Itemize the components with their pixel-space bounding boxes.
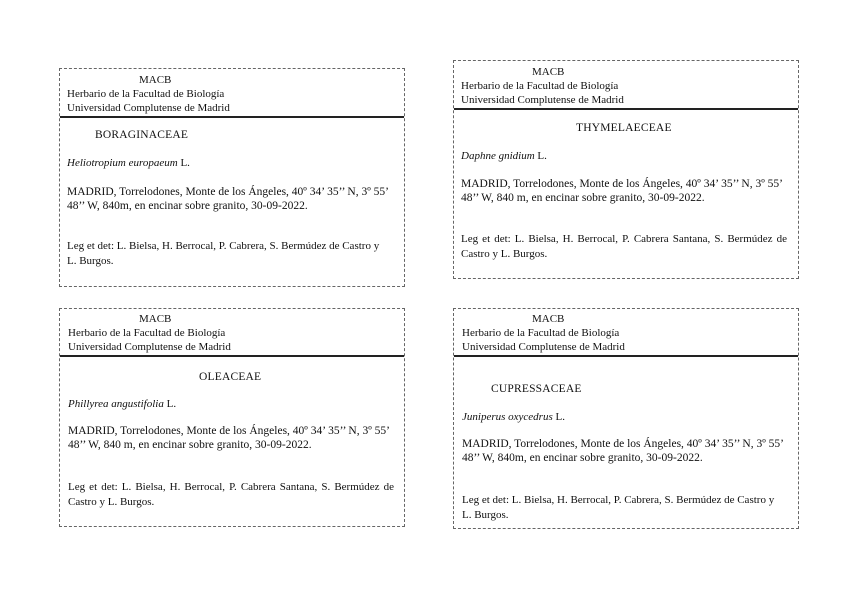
faculty-name: Herbario de la Facultad de Biología [67, 88, 225, 100]
species-author: L. [166, 398, 177, 410]
faculty-name: Herbario de la Facultad de Biología [461, 80, 619, 92]
faculty-name: Herbario de la Facultad de Biología [462, 327, 620, 339]
family-name: BORAGINACEAE [95, 129, 189, 141]
family-name: THYMELAECEAE [576, 122, 672, 134]
herbarium-code: MACB [139, 74, 172, 86]
species-binomial: Heliotropium europaeum [67, 157, 178, 169]
species-author: L. [180, 157, 190, 169]
faculty-name: Herbario de la Facultad de Biología [68, 327, 226, 339]
label-header [60, 69, 404, 118]
collectors: Leg et det: L. Bielsa, H. Berrocal, P. Cabrera, S. Bermúdez de Castro y L. Burgos. [462, 494, 775, 521]
locality: MADRID, Torrelodones, Monte de los Ángeles, 40º 34’ 35’’ N, 3º 55’ 48’’ W, 840 m, en encinar sobre granito, 30-09-2022. [68, 425, 390, 451]
family-name: CUPRESSACEAE [491, 383, 582, 395]
herbarium-code: MACB [532, 313, 565, 325]
herbarium-label-oleaceae [59, 308, 405, 527]
species-author: L. [555, 411, 565, 423]
locality: MADRID, Torrelodones, Monte de los Ángeles, 40º 34’ 35’’ N, 3º 55’ 48’’ W, 840m, en encinar sobre granito, 30-09-2022. [67, 186, 389, 212]
collectors: Leg et det: L. Bielsa, H. Berrocal, P. Cabrera Santana, S. Bermúdez de Castro y L. Burgos. [68, 481, 394, 508]
herbarium-label-boraginaceae [59, 68, 405, 287]
locality: MADRID, Torrelodones, Monte de los Ángeles, 40º 34’ 35’’ N, 3º 55’ 48’’ W, 840 m, en encinar sobre granito, 30-09-2022. [461, 178, 783, 204]
herbarium-label-cupressaceae [453, 308, 799, 529]
species-binomial: Juniperus oxycedrus [462, 411, 553, 423]
university-name: Universidad Complutense de Madrid [462, 341, 625, 353]
university-name: Universidad Complutense de Madrid [461, 94, 624, 106]
species-name [68, 398, 176, 411]
collectors: Leg et det: L. Bielsa, H. Berrocal, P. Cabrera, S. Bermúdez de Castro y L. Burgos. [67, 240, 380, 267]
label-header [60, 309, 404, 357]
species-author: L. [537, 150, 547, 162]
herbarium-label-thymelaeceae [453, 60, 799, 279]
university-name: Universidad Complutense de Madrid [68, 341, 231, 353]
species-name [461, 150, 547, 163]
species-binomial: Phillyrea angustifolia [68, 398, 164, 410]
family-name: OLEACEAE [199, 371, 262, 383]
collectors: Leg et det: L. Bielsa, H. Berrocal, P. Cabrera Santana, S. Bermúdez de Castro y L. Burgos. [461, 233, 787, 260]
university-name: Universidad Complutense de Madrid [67, 102, 230, 114]
label-header [454, 61, 798, 110]
herbarium-code: MACB [139, 313, 172, 325]
species-binomial: Daphne gnidium [461, 150, 535, 162]
species-name [462, 411, 565, 424]
label-header [454, 309, 798, 357]
species-name [67, 157, 190, 170]
herbarium-code: MACB [532, 66, 565, 78]
locality: MADRID, Torrelodones, Monte de los Ángeles, 40º 34’ 35’’ N, 3º 55’ 48’’ W, 840m, en encinar sobre granito, 30-09-2022. [462, 438, 784, 464]
